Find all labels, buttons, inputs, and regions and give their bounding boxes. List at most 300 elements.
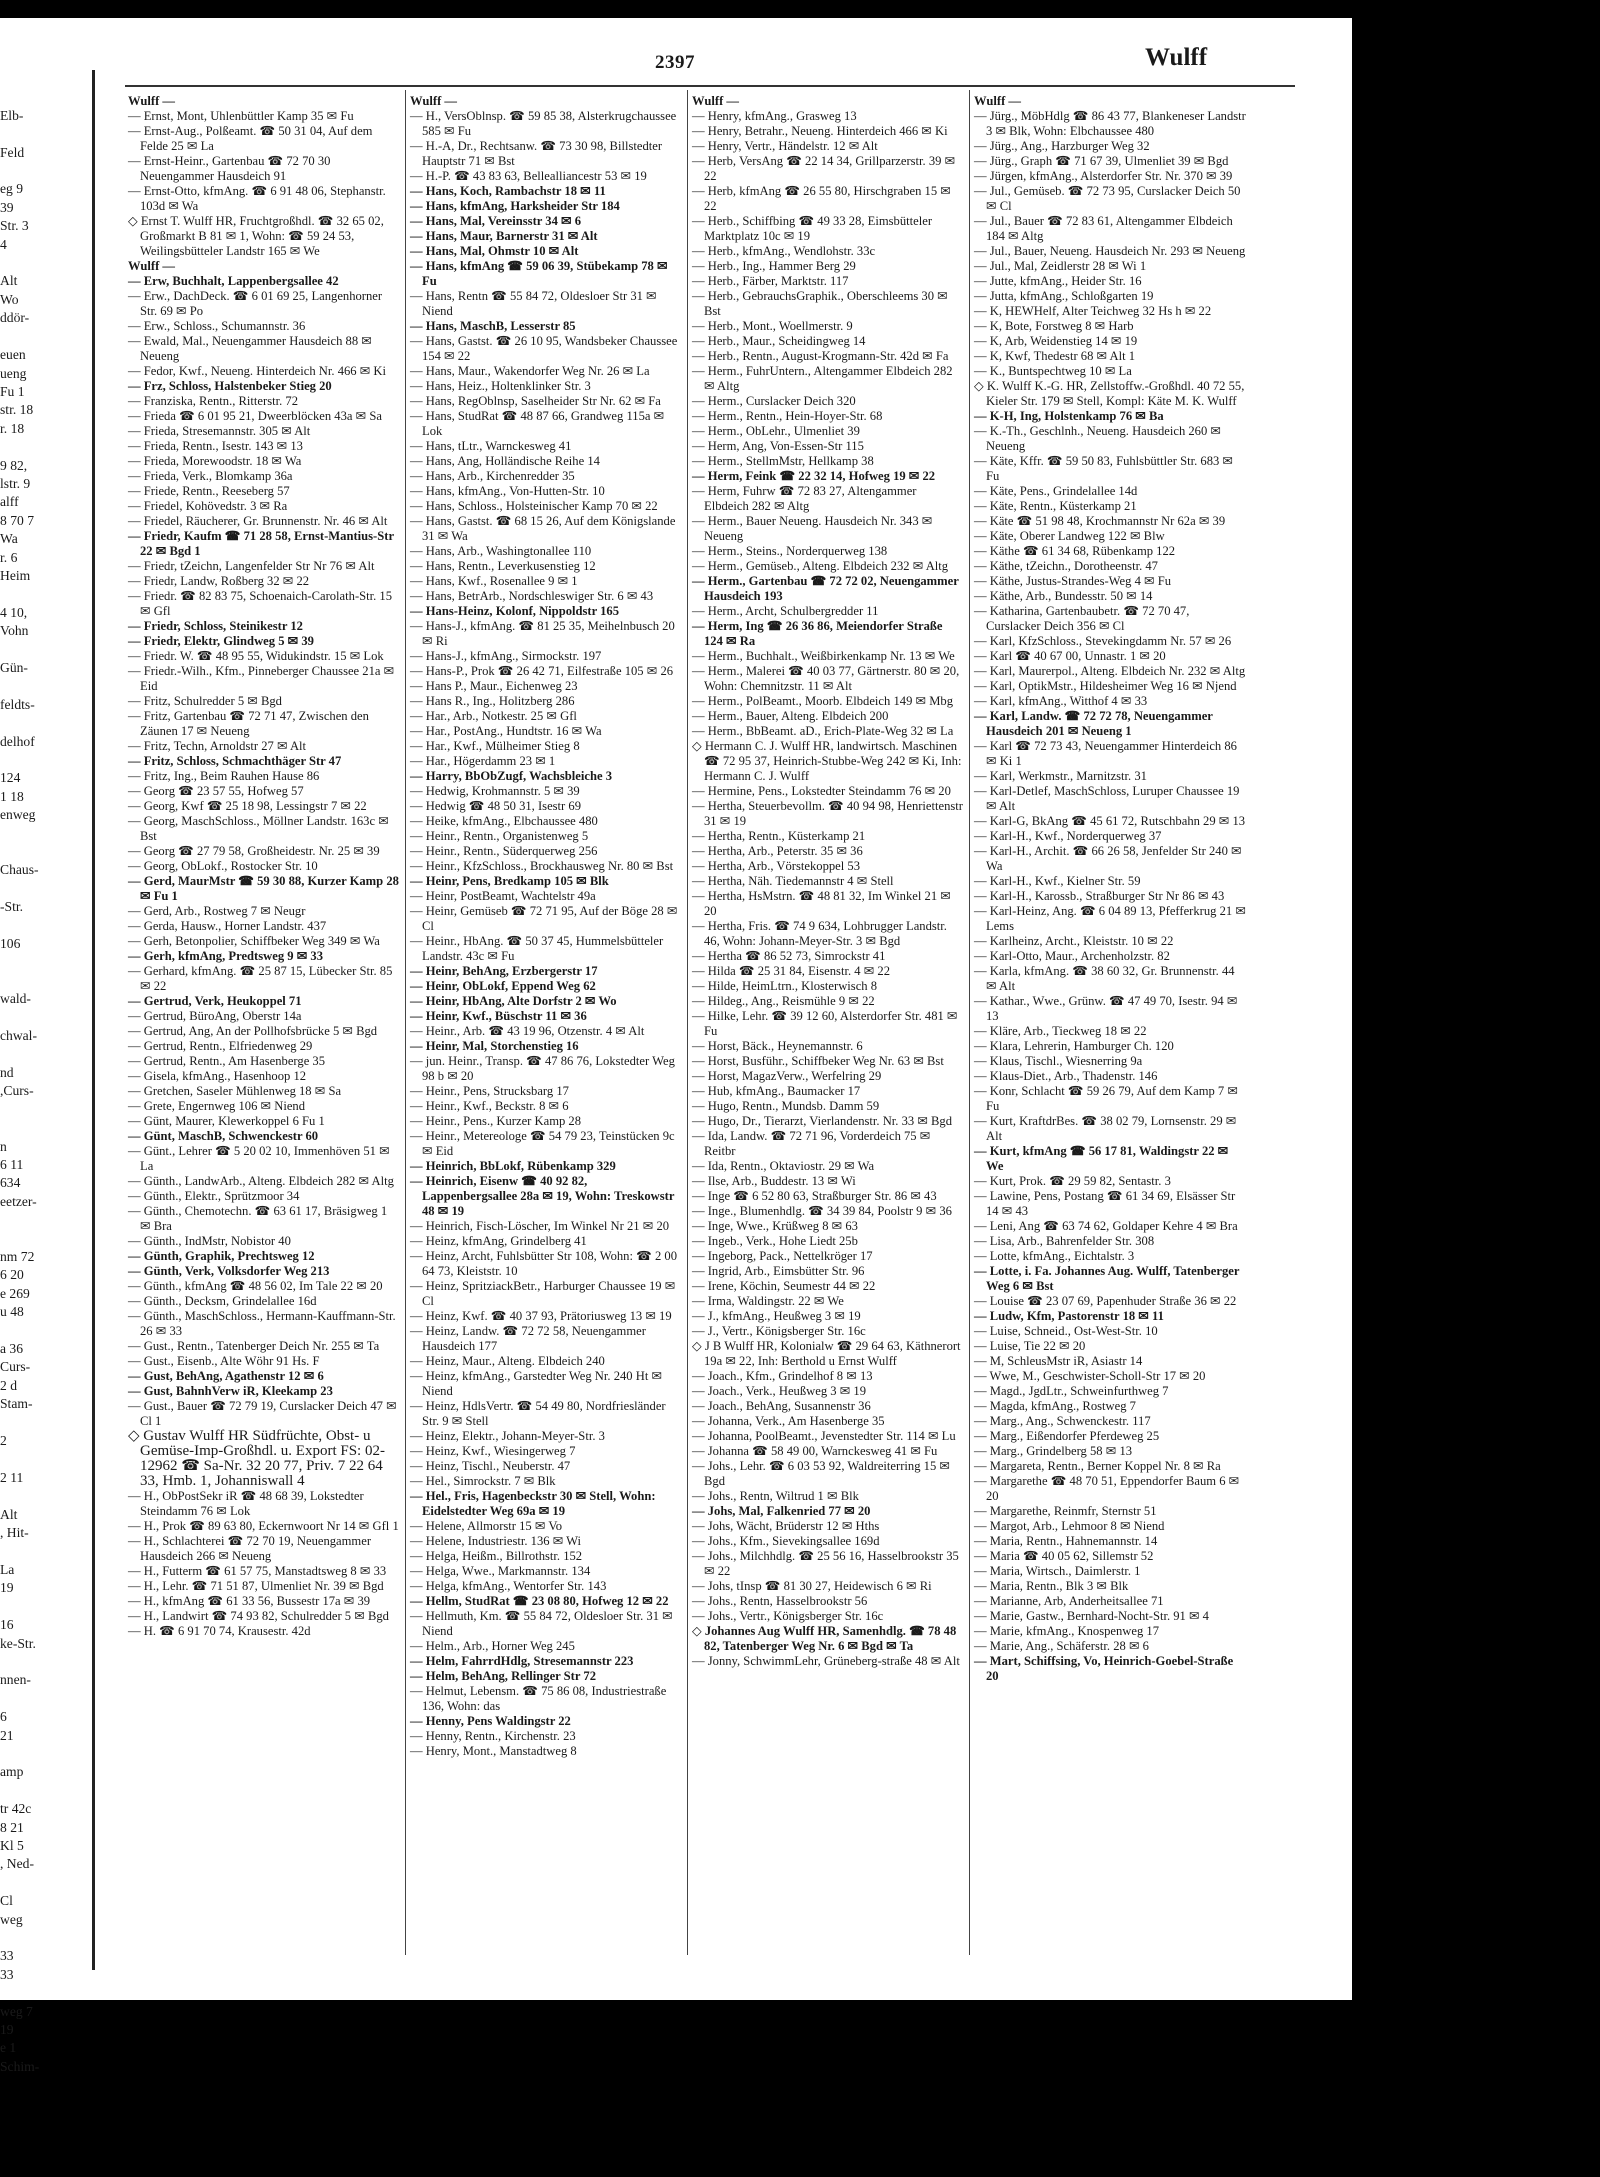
- previous-page-fragment: Wo: [0, 291, 19, 307]
- directory-entry: ◇ K. Wulff K.-G. HR, Zellstoffw.-Großhdl. 40 72 55, Kieler Str. 179 ✉ Stell, Kompl: Käte M. K. Wulff: [974, 379, 1245, 408]
- directory-entry: — Heike, kfmAng., Elbchaussee 480: [410, 814, 598, 828]
- directory-entry: — Maria, Rentn., Blk 3 ✉ Blk: [974, 1579, 1129, 1593]
- directory-entry: — Herb., Schiffbing ☎ 49 33 28, Eimsbütteler Marktplatz 10c ✉ 19: [692, 214, 933, 243]
- directory-entry: — Hans, StudRat ☎ 48 87 66, Grandweg 115a ✉ Lok: [410, 409, 665, 438]
- previous-page-fragment: , Hit-: [0, 1525, 29, 1541]
- previous-page-fragment: [0, 1874, 92, 1892]
- previous-page-fragment: [0, 1598, 92, 1616]
- previous-page-fragment: n: [0, 1138, 7, 1154]
- directory-entry: — Hilda ☎ 25 31 84, Eisenstr. 4 ✉ 22: [692, 964, 890, 978]
- previous-page-fragment: a 36: [0, 1341, 24, 1357]
- directory-entry: — Karl, Werkmstr., Marnitzstr. 31: [974, 769, 1147, 783]
- previous-page-fragment: chwal-: [0, 1028, 37, 1044]
- directory-entry: — Franziska, Rentn., Ritterstr. 72: [128, 394, 298, 408]
- directory-entry: — H., Lehr. ☎ 71 51 87, Ulmenliet Nr. 39 ✉ Bgd: [128, 1579, 384, 1593]
- directory-entry: — Frieda, Verk., Blomkamp 36a: [128, 469, 293, 483]
- directory-entry: — Günt, Maurer, Klewerkoppel 6 Fu 1: [128, 1114, 325, 1128]
- previous-page-fragment: Str. 3: [0, 218, 29, 234]
- previous-page-fragment: [0, 1487, 92, 1505]
- directory-entry: — Hans, Gastst. ☎ 68 15 26, Auf dem Königslande 31 ✉ Wa: [410, 514, 676, 543]
- directory-entry: — Marianne, Arb, Anderheitsallee 71: [974, 1594, 1164, 1608]
- directory-entry: — Friedel, Kohövedstr. 3 ✉ Ra: [128, 499, 288, 513]
- directory-entry: — Herb, VersAng ☎ 22 14 34, Grillparzerstr. 39 ✉ 22: [692, 154, 956, 183]
- directory-column-2: [410, 94, 682, 1954]
- directory-entry: — Käte, Oberer Landweg 122 ✉ Blw: [974, 529, 1165, 543]
- directory-entry: — Günth., IndMstr, Nobistor 40: [128, 1234, 291, 1248]
- directory-entry: — Hilke, Lehr. ☎ 39 12 60, Alsterdorfer Str. 481 ✉ Fu: [692, 1009, 958, 1038]
- directory-entry: — Mart, Schiffsing, Vo, Heinrich-Goebel-Straße 20: [974, 1654, 1234, 1683]
- directory-entry: — Kläre, Arb., Tieckweg 18 ✉ 22: [974, 1024, 1147, 1038]
- previous-page-fragment: Cl: [0, 1893, 13, 1909]
- previous-page-fragment: [0, 825, 92, 843]
- directory-entry: ◇ Gustav Wulff HR Südfrüchte, Obst- u Gemüse-Imp-Großhdl. u. Export FS: 02-12962 ☎ Sa-Nr. 32 20 77, Priv. 7 22 64 33, Hmb. 1, Johanniswall 4: [128, 1428, 385, 1489]
- directory-entry: — Johs., Milchhdlg. ☎ 25 56 16, Hasselbrookstr 35 ✉ 22: [692, 1549, 959, 1578]
- directory-entry: — Günth., Elektr., Sprützmoor 34: [128, 1189, 300, 1203]
- directory-entry: — Hans, BetrArb., Nordschleswiger Str. 6 ✉ 43: [410, 589, 654, 603]
- previous-page-fragment: [0, 1745, 92, 1763]
- directory-entry: — Luise, Tie 22 ✉ 20: [974, 1339, 1086, 1353]
- directory-entry: — Heinz, Kwf., Wiesingerweg 7: [410, 1444, 576, 1458]
- directory-entry: — Inge, Wwe., Krüßweg 8 ✉ 63: [692, 1219, 858, 1233]
- directory-entry: — Frieda, Rentn., Isestr. 143 ✉ 13: [128, 439, 303, 453]
- directory-entry: ◇ J B Wulff HR, Kolonialw ☎ 29 64 63, Käthnerort 19a ✉ 22, Inh: Berthold u Ernst Wulff: [692, 1339, 961, 1368]
- directory-entry: — Hans, Arb., Washingtonallee 110: [410, 544, 592, 558]
- directory-entry: — Fritz, Ing., Beim Rauhen Hause 86: [128, 769, 320, 783]
- directory-entry: — Helga, kfmAng., Wentorfer Str. 143: [410, 1579, 607, 1593]
- previous-page-fragment: euen: [0, 347, 26, 363]
- directory-entry: — Helga, Heißm., Billrothstr. 152: [410, 1549, 583, 1563]
- directory-entry: — Johanna, PoolBeamt., Jevenstedter Str. 114 ✉ Lu: [692, 1429, 956, 1443]
- directory-entry: — Käte, Kffr. ☎ 59 50 83, Fuhlsbüttler Str. 683 ✉ Fu: [974, 454, 1233, 483]
- directory-entry: — Karl, Landw. ☎ 72 72 78, Neuengammer Hausdeich 201 ✉ Neueng 1: [974, 709, 1213, 738]
- directory-entry: — Käthe ☎ 61 34 68, Rübenkamp 122: [974, 544, 1176, 558]
- directory-entry: — Ludw, Kfm, Pastorenstr 18 ✉ 11: [974, 1309, 1164, 1323]
- previous-page-fragment: nm 72: [0, 1249, 35, 1264]
- directory-entry: — Heinz, kfmAng., Garstedter Weg Nr. 240 Ht ✉ Niend: [410, 1369, 663, 1398]
- directory-entry: — Fedor, Kwf., Neueng. Hinterdeich Nr. 466 ✉ Ki: [128, 364, 387, 378]
- directory-entry: — Margot, Arb., Lehmoor 8 ✉ Niend: [974, 1519, 1165, 1533]
- directory-entry: — Johs, Mal, Falkenried 77 ✉ 20: [692, 1504, 871, 1518]
- directory-entry: — Jutta, kfmAng., Schloßgarten 19: [974, 289, 1154, 303]
- previous-page-fragment: Fu 1: [0, 383, 25, 399]
- directory-entry: — Gertrud, Rentn., Am Hasenberge 35: [128, 1054, 326, 1068]
- directory-entry: — Herm., Curslacker Deich 320: [692, 394, 856, 408]
- previous-page-fragment: lstr. 9: [0, 475, 31, 491]
- previous-page-fragment: 8 21: [0, 1819, 24, 1835]
- previous-page-fragment: , Ned-: [0, 1856, 34, 1872]
- directory-entry: — Frieda ☎ 6 01 95 21, Dweerblöcken 43a ✉ Sa: [128, 409, 382, 423]
- previous-page-fragment: Elb-: [0, 107, 24, 123]
- directory-entry: — Heinr, Mal, Storchenstieg 16: [410, 1039, 579, 1053]
- directory-entry: — Herm, Feink ☎ 22 32 14, Hofweg 19 ✉ 22: [692, 469, 936, 483]
- directory-entry: — Lisa, Arb., Bahrenfelder Str. 308: [974, 1234, 1155, 1248]
- directory-entry: — Heinr, ObLokf, Eppend Weg 62: [410, 979, 596, 993]
- previous-page-fragment: Alt: [0, 1506, 18, 1522]
- previous-page-fragment: weg: [0, 1911, 23, 1927]
- directory-entry: — Ida, Rentn., Oktaviostr. 29 ✉ Wa: [692, 1159, 875, 1173]
- directory-entry: — Marie, kfmAng., Knospenweg 17: [974, 1624, 1160, 1638]
- directory-entry: — Herm, Ang, Von-Essen-Str 115: [692, 439, 864, 453]
- directory-entry: — Hertha, Rentn., Küsterkamp 21: [692, 829, 866, 843]
- directory-entry: — Jürg., Ang., Harzburger Weg 32: [974, 139, 1150, 153]
- directory-entry: — Magda, kfmAng., Rostweg 7: [974, 1399, 1136, 1413]
- directory-entry: — Lotte, kfmAng., Eichtalstr. 3: [974, 1249, 1135, 1263]
- directory-entry: — K, HEWHelf, Alter Teichweg 32 Hs h ✉ 22: [974, 304, 1212, 318]
- directory-entry: — Hertha, Steuerbevollm. ☎ 40 94 98, Henriettenstr 31 ✉ 19: [692, 799, 963, 828]
- directory-entry: — Johanna, Verk., Am Hasenberge 35: [692, 1414, 885, 1428]
- previous-page-fragment: eg 9: [0, 181, 24, 197]
- directory-entry: — Hans, Gastst. ☎ 26 10 95, Wandsbeker Chaussee 154 ✉ 22: [410, 334, 678, 363]
- directory-entry: — Hertha, HsMstrn. ☎ 48 81 32, Im Winkel 21 ✉ 20: [692, 889, 951, 918]
- previous-page-fragment: Feld: [0, 144, 25, 160]
- directory-entry: — Marg., Grindelberg 58 ✉ 13: [974, 1444, 1133, 1458]
- directory-entry: — Kurt, Prok. ☎ 29 59 82, Sentastr. 3: [974, 1174, 1171, 1188]
- previous-page-fragment: [0, 917, 92, 935]
- directory-entry: — Heinz, Archt, Fuhlsbütter Str 108, Wohn: ☎ 2 00 64 73, Kleiststr. 10: [410, 1249, 678, 1278]
- directory-entry: — Jul., Gemüseb. ☎ 72 73 95, Curslacker Deich 50 ✉ Cl: [974, 184, 1241, 213]
- previous-page-fragment: Wa: [0, 531, 18, 547]
- directory-entry: — Hans, tLtr., Warnckesweg 41: [410, 439, 572, 453]
- previous-page-fragment: [0, 954, 92, 972]
- previous-page-fragment: [0, 1653, 92, 1671]
- directory-entry: — Gust., Rentn., Tatenberger Deich Nr. 255 ✉ Ta: [128, 1339, 380, 1353]
- previous-page-fragment: [0, 641, 92, 659]
- previous-page-fragment: 4: [0, 236, 7, 252]
- previous-page-fragment: [0, 585, 92, 603]
- directory-entry: — H., Schlachterei ☎ 72 70 19, Neuengammer Hausdeich 266 ✉ Neueng: [128, 1534, 372, 1563]
- directory-entry: — Heinr, Gemüseb ☎ 72 71 95, Auf der Böge 28 ✉ Cl: [410, 904, 678, 933]
- directory-entry: — Hellmuth, Km. ☎ 55 84 72, Oldesloer Str. 31 ✉ Niend: [410, 1609, 673, 1638]
- previous-page-fragment: -Str.: [0, 899, 24, 915]
- directory-entry: — Luise, Schneid., Ost-West-Str. 10: [974, 1324, 1158, 1338]
- directory-entry: — Magd., JgdLtr., Schweinfurthweg 7: [974, 1384, 1169, 1398]
- directory-entry: — Hans, Ang, Holländische Reihe 14: [410, 454, 600, 468]
- directory-entry: — Johs., Lehr. ☎ 6 03 53 92, Waldreiterring 15 ✉ Bgd: [692, 1459, 950, 1488]
- directory-entry: — Heinr., KfzSchloss., Brockhausweg Nr. 80 ✉ Bst: [410, 859, 674, 873]
- previous-page-fragment: [0, 88, 92, 106]
- directory-entry: — Gretchen, Saseler Mühlenweg 18 ✉ Sa: [128, 1084, 342, 1098]
- directory-entry: — Hertha, Arb., Peterstr. 35 ✉ 36: [692, 844, 863, 858]
- directory-entry: — Horst, Bäck., Heynemannstr. 6: [692, 1039, 863, 1053]
- directory-entry: — Herm., PolBeamt., Moorb. Elbdeich 149 ✉ Mbg: [692, 694, 954, 708]
- previous-page-fragment: e 269: [0, 1285, 30, 1301]
- directory-entry: — Harry, BbObZugf, Wachsbleiche 3: [410, 769, 612, 783]
- directory-entry: — jun. Heinr., Transp. ☎ 47 86 76, Lokstedter Weg 98 b ✉ 20: [410, 1054, 675, 1083]
- directory-entry: — Friedr. W. ☎ 48 95 55, Widukindstr. 15 ✉ Lok: [128, 649, 384, 663]
- previous-page-fragment: 6 20: [0, 1267, 24, 1283]
- directory-entry: — Helm, FahrrdHdlg, Stresemannstr 223: [410, 1654, 634, 1668]
- directory-entry: — Johs., Kfm., Sievekingsallee 169d: [692, 1534, 880, 1548]
- previous-page-fragment: [0, 843, 92, 861]
- directory-entry: — Hertha, Näh. Tiedemannstr 4 ✉ Stell: [692, 874, 894, 888]
- directory-entry: — Käte, Rentn., Küsterkamp 21: [974, 499, 1137, 513]
- directory-entry: — Fritz, Schulredder 5 ✉ Bgd: [128, 694, 282, 708]
- directory-entry: — Hans, Maur, Barnerstr 31 ✉ Alt: [410, 229, 598, 243]
- directory-entry: — Helm, BehAng, Rellinger Str 72: [410, 1669, 596, 1683]
- previous-page-fragment: [0, 1101, 92, 1119]
- directory-entry: — Günth., Decksm, Grindelallee 16d: [128, 1294, 317, 1308]
- directory-entry: — Horst, MagazVerw., Werfelring 29: [692, 1069, 882, 1083]
- previous-page-fragment: [0, 70, 92, 88]
- previous-page-fragment: eetzer-: [0, 1193, 37, 1209]
- directory-entry: — Gust., Eisenb., Alte Wöhr 91 Hs. F: [128, 1354, 320, 1368]
- previous-page-fragment: ueng: [0, 365, 27, 381]
- directory-entry: — K, Bote, Forstweg 8 ✉ Harb: [974, 319, 1134, 333]
- directory-entry: — Kurt, kfmAng ☎ 56 17 81, Waldingstr 22 ✉ We: [974, 1144, 1229, 1173]
- directory-entry: — Käthe, Justus-Strandes-Weg 4 ✉ Fu: [974, 574, 1172, 588]
- directory-entry: — Fritz, Techn, Arnoldstr 27 ✉ Alt: [128, 739, 307, 753]
- directory-entry: — Marie, Ang., Schäferstr. 28 ✉ 6: [974, 1639, 1149, 1653]
- directory-entry: — Heinr., Rentn., Organistenweg 5: [410, 829, 589, 843]
- directory-entry: ◇ Hermann C. J. Wulff HR, landwirtsch. Maschinen ☎ 72 95 37, Heinrich-Stubbe-Weg 242 ✉ Ki, Inh: Hermann C. J. Wulff: [692, 739, 962, 783]
- previous-page-fragment: 4 10,: [0, 604, 28, 620]
- directory-entry: — Hans-P., Prok ☎ 26 42 71, Eilfestraße 105 ✉ 26: [410, 664, 674, 678]
- directory-entry: — Hans-J., kfmAng., Sirmockstr. 197: [410, 649, 602, 663]
- previous-page-fragment: r. 18: [0, 420, 25, 436]
- page-number: 2397: [655, 52, 695, 73]
- directory-entry: — Heinrich, Eisenw ☎ 40 92 82, Lappenbergsallee 28a ✉ 19, Wohn: Treskowstr 48 ✉ 19: [410, 1174, 675, 1218]
- directory-entry: — Heinr., Kwf., Beckstr. 8 ✉ 6: [410, 1099, 569, 1113]
- directory-entry: — Karl, OptikMstr., Hildesheimer Weg 16 ✉ Njend: [974, 679, 1237, 693]
- directory-entry: — Käte ☎ 51 98 48, Krochmannstr Nr 62a ✉ 39: [974, 514, 1226, 528]
- previous-page-fragment: La: [0, 1561, 15, 1577]
- directory-entry: — Joach., Verk., Heußweg 3 ✉ 19: [692, 1384, 867, 1398]
- previous-page-fragment: enweg: [0, 807, 36, 823]
- previous-page-fragment: Schim-: [0, 2058, 40, 2074]
- directory-entry: — H.-P. ☎ 43 83 63, Bellealliancestr 53 ✉ 19: [410, 169, 647, 183]
- directory-entry: — Henny, Rentn., Kirchenstr. 23: [410, 1729, 576, 1743]
- previous-page-fragment: 16: [0, 1617, 14, 1633]
- directory-entry: — Klaus, Tischl., Wiesnerring 9a: [974, 1054, 1143, 1068]
- directory-entry: — Irma, Waldingstr. 22 ✉ We: [692, 1294, 844, 1308]
- directory-entry: — Karl-H., Kwf., Norderquerweg 37: [974, 829, 1162, 843]
- previous-page-fragment: weg 7: [0, 2003, 33, 2019]
- directory-entry: — Georg ☎ 27 79 58, Großheidestr. Nr. 25 ✉ 39: [128, 844, 380, 858]
- directory-entry: — Hans, Koch, Rambachstr 18 ✉ 11: [410, 184, 606, 198]
- previous-page-fragment: [0, 1119, 92, 1137]
- directory-entry: — Heinr, HbAng, Alte Dorfstr 2 ✉ Wo: [410, 994, 617, 1008]
- directory-entry: — Hub, kfmAng., Baumacker 17: [692, 1084, 861, 1098]
- directory-entry: — Jul., Bauer ☎ 72 83 61, Altengammer Elbdeich 184 ✉ Altg: [974, 214, 1233, 243]
- directory-entry: — K-H, Ing, Holstenkamp 76 ✉ Ba: [974, 409, 1164, 423]
- directory-entry: — H., kfmAng ☎ 61 33 56, Bussestr 17a ✉ 39: [128, 1594, 371, 1608]
- previous-page-fragment: [0, 1211, 92, 1229]
- previous-page-fragment: [0, 125, 92, 143]
- directory-entry: — Hans-J., kfmAng. ☎ 81 25 35, Meihelnbusch 20 ✉ Ri: [410, 619, 675, 648]
- directory-entry: — Ilse, Arb., Buddestr. 13 ✉ Wi: [692, 1174, 856, 1188]
- directory-entry: — Karl-H., Archit. ☎ 66 26 58, Jenfelder Str 240 ✉ Wa: [974, 844, 1242, 873]
- directory-entry: — Gerda, Hausw., Horner Landstr. 437: [128, 919, 327, 933]
- directory-entry: — Ingeborg, Pack., Nettelkröger 17: [692, 1249, 873, 1263]
- directory-entry: — Friede, Rentn., Reeseberg 57: [128, 484, 290, 498]
- directory-entry: — Herm., Archt, Schulbergredder 11: [692, 604, 879, 618]
- directory-entry: — Ingeb., Verk., Hohe Liedt 25b: [692, 1234, 858, 1248]
- directory-entry: — Gerd, Arb., Rostweg 7 ✉ Neugr: [128, 904, 306, 918]
- directory-entry: — Jul., Mal, Zeidlerstr 28 ✉ Wi 1: [974, 259, 1147, 273]
- directory-entry: — K, Arb, Weidenstieg 14 ✉ 19: [974, 334, 1138, 348]
- previous-page-fragment: amp: [0, 1764, 24, 1780]
- directory-entry: — Ewald, Mal., Neuengammer Hausdeich 88 ✉ Neueng: [128, 334, 372, 363]
- previous-page-fragment: [0, 1322, 92, 1340]
- previous-page-fragment: 634: [0, 1175, 21, 1191]
- previous-page-fragment: [0, 1929, 92, 1947]
- directory-entry: — Hans, Rentn ☎ 55 84 72, Oldesloer Str 31 ✉ Niend: [410, 289, 657, 318]
- previous-page-fragment: ke-Str.: [0, 1635, 36, 1651]
- directory-entry: — Karl ☎ 72 73 43, Neuengammer Hinterdeich 86 ✉ Ki 1: [974, 739, 1237, 768]
- directory-entry: — Marg., Ang., Schwenckestr. 117: [974, 1414, 1151, 1428]
- directory-entry: — Friedr. ☎ 82 83 75, Schoenaich-Carolath-Str. 15 ✉ Gfl: [128, 589, 393, 618]
- directory-entry: — Heinrich, BbLokf, Rübenkamp 329: [410, 1159, 616, 1173]
- directory-entry: — H., VersOblnsp. ☎ 59 85 38, Alsterkrugchaussee 585 ✉ Fu: [410, 109, 677, 138]
- previous-page-fragment: [0, 254, 92, 272]
- directory-entry: — Maria, Rentn., Hahnemannstr. 14: [974, 1534, 1158, 1548]
- previous-page-fragment: [0, 1414, 92, 1432]
- directory-entry: — Herm., Gartenbau ☎ 72 72 02, Neuengammer Hausdeich 193: [692, 574, 959, 603]
- directory-entry: — Hans, kfmAng., Von-Hutten-Str. 10: [410, 484, 605, 498]
- directory-entry: ◇ Johannes Aug Wulff HR, Samenhdlg. ☎ 78 48 82, Tatenberger Weg Nr. 6 ✉ Bgd ✉ Ta: [692, 1624, 957, 1653]
- directory-entry: — Heinr, PostBeamt, Wachtelstr 49a: [410, 889, 596, 903]
- directory-entry: — Hertha ☎ 86 52 73, Simrockstr 41: [692, 949, 886, 963]
- directory-entry: — Henny, Pens Waldingstr 22: [410, 1714, 571, 1728]
- directory-entry: — Jonny, SchwimmLehr, Grüneberg-straße 48 ✉ Alt: [692, 1654, 960, 1668]
- directory-entry: — Herb., Ing., Hammer Berg 29: [692, 259, 856, 273]
- directory-entry: — Hans, RegOblnsp, Saselheider Str Nr. 62 ✉ Fa: [410, 394, 661, 408]
- directory-entry: — H., Prok ☎ 89 63 80, Eckernwoort Nr 14 ✉ Gfl 1: [128, 1519, 399, 1533]
- column-divider: [687, 90, 688, 1955]
- previous-page-fragment: [0, 1543, 92, 1561]
- directory-entry: — Karl-Detlef, MaschSchloss, Luruper Chaussee 19 ✉ Alt: [974, 784, 1240, 813]
- directory-entry: — Ingrid, Arb., Eimsbütter Str. 96: [692, 1264, 865, 1278]
- directory-entry: — Georg, ObLokf., Rostocker Str. 10: [128, 859, 318, 873]
- previous-page-fragment: 106: [0, 936, 21, 952]
- directory-entry: — Karlheinz, Archt., Kleiststr. 10 ✉ 22: [974, 934, 1174, 948]
- directory-entry: — Helm., Arb., Horner Weg 245: [410, 1639, 575, 1653]
- section-heading: Wulff —: [974, 94, 1021, 108]
- directory-entry: — Heinz, Tischl., Neuberstr. 47: [410, 1459, 571, 1473]
- section-heading: Wulff —: [128, 259, 175, 273]
- directory-entry: — Har., PostAng., Hundtstr. 16 ✉ Wa: [410, 724, 602, 738]
- directory-entry: — Friedr, Elektr, Glindweg 5 ✉ 39: [128, 634, 314, 648]
- previous-page-fragment: [0, 714, 92, 732]
- previous-page-fragment: 19: [0, 2022, 14, 2038]
- directory-entry: — Heinz, Landw. ☎ 72 72 58, Neuengammer Hausdeich 177: [410, 1324, 646, 1353]
- directory-entry: — Heinr., Arb. ☎ 43 19 96, Otzenstr. 4 ✉ Alt: [410, 1024, 645, 1038]
- directory-entry: — Henry, Betrahr., Neueng. Hinterdeich 466 ✉ Ki: [692, 124, 948, 138]
- directory-entry: — Gerd, MaurMstr ☎ 59 30 88, Kurzer Kamp 28 ✉ Fu 1: [128, 874, 399, 903]
- directory-entry: — Günth, Verk, Volksdorfer Weg 213: [128, 1264, 330, 1278]
- directory-entry: — Heinz, Kwf. ☎ 40 37 93, Prätoriusweg 13 ✉ 19: [410, 1309, 672, 1323]
- directory-entry: — Gertrud, Ang, An der Pollhofsbrücke 5 ✉ Bgd: [128, 1024, 378, 1038]
- directory-entry: — Gerh, Betonpolier, Schiffbeker Weg 349 ✉ Wa: [128, 934, 380, 948]
- directory-entry: — Helene, Allmorstr 15 ✉ Vo: [410, 1519, 563, 1533]
- directory-entry: — Johs, tInsp ☎ 81 30 27, Heidewisch 6 ✉ Ri: [692, 1579, 932, 1593]
- column-divider: [969, 90, 970, 1955]
- directory-entry: — Johs, Wächt, Brüderstr 12 ✉ Hths: [692, 1519, 880, 1533]
- directory-entry: — Karla, kfmAng. ☎ 38 60 32, Gr. Brunnenstr. 44 ✉ Alt: [974, 964, 1235, 993]
- directory-entry: — Margarethe, Reinmfr, Sternstr 51: [974, 1504, 1157, 1518]
- directory-entry: — Hans, Schloss., Holsteinischer Kamp 70 ✉ 22: [410, 499, 658, 513]
- directory-entry: — Günth., MaschSchloss., Hermann-Kauffmann-Str. 26 ✉ 33: [128, 1309, 396, 1338]
- directory-entry: — Heinr, Kwf., Büschstr 11 ✉ 36: [410, 1009, 587, 1023]
- directory-entry: — Gertrud, BüroAng, Oberstr 14a: [128, 1009, 302, 1023]
- directory-entry: — Günt, MaschB, Schwenckestr 60: [128, 1129, 319, 1143]
- previous-page-fragment: 39: [0, 199, 14, 215]
- directory-entry: — Herb., Maur., Scheidingweg 14: [692, 334, 866, 348]
- previous-page-fragment: [0, 1450, 92, 1468]
- directory-entry: — Klaus-Diet., Arb., Thadenstr. 146: [974, 1069, 1158, 1083]
- previous-page-fragment: ddör-: [0, 310, 30, 326]
- previous-page-fragment: Kl 5: [0, 1838, 24, 1853]
- running-head: Wulff: [1145, 44, 1208, 71]
- directory-entry: — Lawine, Pens, Postang ☎ 61 34 69, Elsässer Str 14 ✉ 43: [974, 1189, 1236, 1218]
- directory-entry: — Johs., Rentn, Hasselbrookstr 56: [692, 1594, 868, 1608]
- directory-entry: — Helga, Wwe., Markmannstr. 134: [410, 1564, 591, 1578]
- directory-entry: — Herb., kfmAng., Wendlohstr. 33c: [692, 244, 876, 258]
- previous-page-fragment: [0, 162, 92, 180]
- directory-entry: — Kathar., Wwe., Grünw. ☎ 47 49 70, Isestr. 94 ✉ 13: [974, 994, 1238, 1023]
- directory-entry: — Hel., Simrockstr. 7 ✉ Blk: [410, 1474, 556, 1488]
- directory-entry: — J., Vertr., Königsberger Str. 16c: [692, 1324, 866, 1338]
- directory-entry: — H., Landwirt ☎ 74 93 82, Schulredder 5 ✉ Bgd: [128, 1609, 389, 1623]
- directory-entry: — Herb., GebrauchsGraphik., Oberschleems 30 ✉ Bst: [692, 289, 948, 318]
- previous-page-edge: [0, 70, 95, 2074]
- directory-entry: — Käthe, tZeichn., Dorotheenstr. 47: [974, 559, 1158, 573]
- directory-entry: — Jutte, kfmAng., Heider Str. 16: [974, 274, 1142, 288]
- column-divider: [405, 90, 406, 1955]
- previous-page-fragment: tr 42c: [0, 1801, 32, 1817]
- directory-entry: — Gust, BahnhVerw iR, Kleekamp 23: [128, 1384, 333, 1398]
- directory-entry: — Irene, Köchin, Seumestr 44 ✉ 22: [692, 1279, 876, 1293]
- directory-entry: — Marie, Gastw., Bernhard-Nocht-Str. 91 ✉ 4: [974, 1609, 1209, 1623]
- previous-page-fragment: nd: [0, 1064, 14, 1080]
- directory-entry: — Karl-H., Karossb., Straßburger Str Nr 86 ✉ 43: [974, 889, 1225, 903]
- previous-page-fragment: 1 18: [0, 788, 24, 804]
- previous-page-fragment: [0, 972, 92, 990]
- directory-entry: — Herm., Buchhalt., Weißbirkenkamp Nr. 13 ✉ We: [692, 649, 955, 663]
- directory-entry: — K, Kwf, Thedestr 68 ✉ Alt 1: [974, 349, 1136, 363]
- previous-page-fragment: [0, 677, 92, 695]
- directory-entry: — Hans, Mal, Ohmstr 10 ✉ Alt: [410, 244, 579, 258]
- directory-entry: — Hans, MaschB, Lesserstr 85: [410, 319, 576, 333]
- directory-entry: — Jürg., MöbHdlg ☎ 86 43 77, Blankeneser Landstr 3 ✉ Blk, Wohn: Elbchaussee 480: [974, 109, 1246, 138]
- directory-entry: — Fritz, Gartenbau ☎ 72 71 47, Zwischen den Zäunen 17 ✉ Neueng: [128, 709, 369, 738]
- directory-entry: — Hertha, Arb., Vörstekoppel 53: [692, 859, 861, 873]
- section-heading: Wulff —: [128, 94, 175, 108]
- directory-entry: — Herm., Bauer Neueng. Hausdeich Nr. 343 ✉ Neueng: [692, 514, 933, 543]
- directory-entry: — Herb., Mont., Woellmerstr. 9: [692, 319, 853, 333]
- directory-entry: — Hermine, Pens., Lokstedter Steindamm 76 ✉ 20: [692, 784, 951, 798]
- directory-entry: — Hans, Mal, Vereinsstr 34 ✉ 6: [410, 214, 582, 228]
- directory-entry: — Har., Arb., Notkestr. 25 ✉ Gfl: [410, 709, 577, 723]
- directory-entry: — Ernst-Heinr., Gartenbau ☎ 72 70 30 Neuengammer Hausdeich 91: [128, 154, 331, 183]
- directory-entry: — Hertha, Fris. ☎ 74 9 634, Lohbrugger Landstr. 46, Wohn: Johann-Meyer-Str. 3 ✉ Bgd: [692, 919, 947, 948]
- section-heading: Wulff —: [410, 94, 457, 108]
- directory-entry: — Hans P., Maur., Eichenweg 23: [410, 679, 578, 693]
- directory-entry: — Karl-H., Kwf., Kielner Str. 59: [974, 874, 1141, 888]
- directory-entry: — Heinr., Pens, Strucksbarg 17: [410, 1084, 569, 1098]
- directory-entry: — Heinrich, Fisch-Löscher, Im Winkel Nr 21 ✉ 20: [410, 1219, 670, 1233]
- previous-page-fragment: [0, 880, 92, 898]
- previous-page-fragment: 124: [0, 770, 21, 786]
- previous-page-fragment: 2 d: [0, 1377, 17, 1393]
- previous-page-fragment: [0, 328, 92, 346]
- previous-page-fragment: Alt: [0, 273, 18, 289]
- directory-entry: — Heinr., HbAng. ☎ 50 37 45, Hummelsbütteler Landstr. 43c ✉ Fu: [410, 934, 664, 963]
- directory-entry: — Hans, kfmAng, Harksheider Str 184: [410, 199, 620, 213]
- directory-entry: — Hellm, StudRat ☎ 23 08 80, Hofweg 12 ✉ 22: [410, 1594, 669, 1608]
- directory-entry: — Lotte, i. Fa. Johannes Aug. Wulff, Tatenberger Weg 6 ✉ Bst: [974, 1264, 1240, 1293]
- directory-entry: — Erw., Schloss., Schumannstr. 36: [128, 319, 306, 333]
